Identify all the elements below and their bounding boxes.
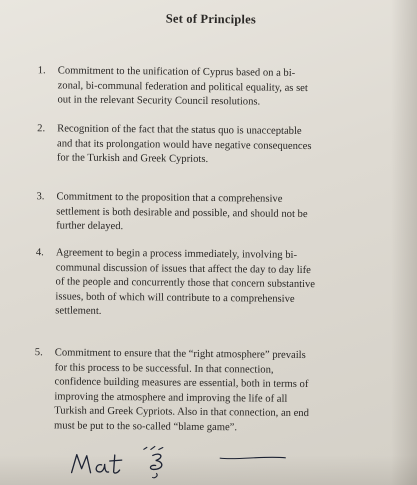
principle-number: 1. [37, 65, 46, 77]
principle-item-1 [37, 64, 407, 112]
paper-shadow-bottom [0, 455, 417, 485]
principle-number: 2. [37, 123, 46, 135]
principle-number: 3. [36, 191, 45, 203]
principle-item-5 [34, 346, 405, 437]
principle-text: Agreement to begin a process immediately, involving bi- communal discussion of issues that affect the day to day life of the people and concurrently those that concern substantive issues, both of which will contribute to a comprehensive settlement. [55, 247, 316, 318]
principle-text: Recognition of the fact that the status quo is unacceptable and that its prolongation would have negative consequences for the Turkish and Greek Cypriots. [56, 123, 312, 166]
principle-item-3 [36, 190, 406, 238]
principle-text: Commitment to ensure that the “right atmosphere” prevails for this process to be successful. In that connection, confidence building measures are essential, both in terms of improving the atmosphere and improving the life of all Turkish and Greek Cypriots. Also in that connection, an end must be put to the so-called “blame game”. [54, 347, 309, 434]
principle-item-4 [35, 246, 406, 323]
principle-number: 4. [35, 247, 44, 259]
principle-text: Commitment to the unification of Cyprus based on a bi- zonal, bi-communal federation and political equality, as set out in the relevant Security Council resolutions. [57, 65, 308, 108]
document-title: Set of Principles [165, 11, 257, 27]
principle-number: 5. [34, 347, 43, 359]
principle-text: Commitment to the proposition that a comprehensive settlement is both desirable and possible, and should not be further delayed. [56, 191, 308, 233]
principle-item-2 [37, 122, 407, 170]
paper-shadow-right [391, 0, 417, 485]
